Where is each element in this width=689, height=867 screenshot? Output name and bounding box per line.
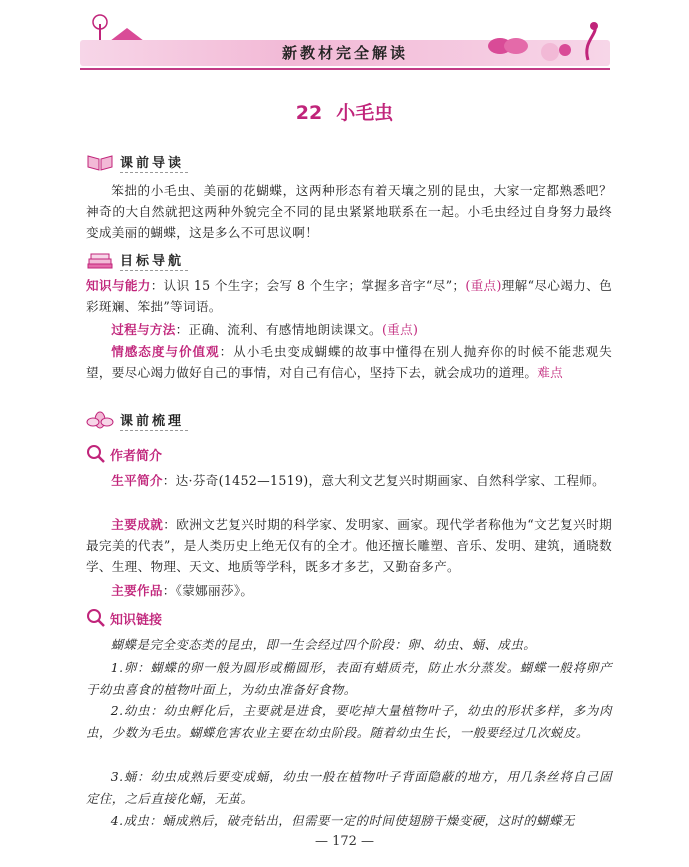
author-works-key: 主要作品 bbox=[111, 583, 163, 598]
goal-knowledge-text2: 理解“尽心竭力、色彩斑斓、笨拙”等词语。 bbox=[86, 278, 612, 314]
goal-process-key: 过程与方法 bbox=[111, 322, 176, 337]
author-bio bbox=[86, 470, 612, 491]
section-review bbox=[86, 408, 188, 432]
author-works bbox=[86, 580, 612, 601]
lotus-icon bbox=[86, 410, 114, 430]
knowledge-heading bbox=[86, 607, 162, 629]
author-achievements-key: 主要成就 bbox=[111, 517, 164, 532]
author-achievements-text: ：欧洲文艺复兴时期的科学家、发明家、画家。现代学者称他为“文艺复兴时期最完美的代表”，是人类历史上绝无仅有的全才。他还擅长雕塑、音乐、发明、建筑，通晓数学、生理、物理、天文、地质等学科，既多才多艺，又勤奋多产。 bbox=[86, 517, 612, 574]
goal-attitude-key: 情感态度与价值观 bbox=[111, 344, 220, 359]
lesson-number: 22 bbox=[295, 102, 323, 124]
goal-knowledge-mark: (重点) bbox=[465, 278, 502, 293]
section-review-label: 课前梳理 bbox=[120, 410, 188, 431]
author-heading-label: 作者简介 bbox=[110, 448, 163, 464]
knowledge-heading-label: 知识链接 bbox=[110, 612, 163, 628]
book-stack-icon bbox=[86, 250, 114, 270]
knowledge-pupa: 3.蛹：幼虫成熟后要变成蛹，幼虫一般在植物叶子背面隐蔽的地方，用几条丝将自己固定住，之后直接化蛹，无茧。 bbox=[86, 769, 612, 806]
header-rule bbox=[80, 68, 610, 70]
section-preview bbox=[86, 150, 188, 174]
goal-knowledge bbox=[86, 275, 612, 317]
author-bio-key: 生平简介 bbox=[111, 473, 163, 488]
open-book-icon bbox=[86, 152, 114, 172]
section-preview-label: 课前导读 bbox=[120, 152, 188, 173]
knowledge-larva: 2.幼虫：幼虫孵化后，主要就是进食，要吃掉大量植物叶子，幼虫的形状多样，多为肉虫，少数为毛虫。蝴蝶危害农业主要在幼虫阶段。随着幼虫生长，一般要经过几次蜕皮。 bbox=[86, 703, 612, 740]
book-brand-title: 新教材完全解读 bbox=[281, 44, 408, 62]
goal-attitude-text: ：从小毛虫变成蝴蝶的故事中懂得在别人抛弃你的时候不能悲观失望，要尽心竭力做好自己的事情，对自己有信心，坚持下去，就会成功的道理。 bbox=[86, 344, 613, 380]
preview-paragraph: 笨拙的小毛虫、美丽的花蝴蝶，这两种形态有着天壤之别的昆虫，大家一定都熟悉吧？神奇的大自然就把这两种外貌完全不同的昆虫紧紧地联系在一起。小毛虫经过自身努力最终变成美丽的蝴蝶，这是多么不可思议啊！ bbox=[86, 183, 612, 240]
page-number: — 172 — bbox=[314, 834, 375, 849]
page-header bbox=[80, 10, 610, 74]
section-goals-label: 目标导航 bbox=[120, 250, 188, 271]
goal-process-mark: (重点) bbox=[381, 322, 419, 337]
goal-attitude-mark: 难点 bbox=[537, 365, 564, 380]
section-goals bbox=[86, 248, 188, 272]
lesson-title bbox=[0, 98, 689, 125]
author-heading bbox=[86, 443, 162, 465]
knowledge-intro: 蝴蝶是完全变态类的昆虫，即一生会经过四个阶段：卵、幼虫、蛹、成虫。 bbox=[110, 637, 537, 652]
butterfly-flower-decoration-icon bbox=[470, 20, 610, 68]
magnifier-icon bbox=[86, 444, 106, 464]
goal-knowledge-text: ：认识 15 个生字；会写 8 个生字；掌握多音字“尽”； bbox=[150, 278, 466, 293]
magnifier-icon bbox=[86, 608, 106, 628]
goal-process-text: ：正确、流利、有感情地朗读课文。 bbox=[175, 322, 382, 337]
knowledge-egg: 1.卵：蝴蝶的卵一般为圆形或椭圆形，表面有蜡质壳，防止水分蒸发。蝴蝶一般将卵产于幼虫喜食的植物叶面上，为幼虫准备好食物。 bbox=[86, 660, 612, 697]
goal-knowledge-key: 知识与能力 bbox=[86, 278, 151, 293]
goal-process bbox=[86, 319, 612, 340]
goal-attitude bbox=[86, 341, 612, 383]
author-bio-text: ：达·芬奇(1452—1519)，意大利文艺复兴时期画家、自然科学家、工程师。 bbox=[162, 473, 606, 488]
author-achievements bbox=[86, 514, 612, 577]
knowledge-adult: 4.成虫：蛹成熟后，破壳钻出，但需要一定的时间使翅膀干燥变硬，这时的蝴蝶无 bbox=[110, 813, 575, 828]
author-works-text: ：《蒙娜丽莎》。 bbox=[162, 583, 254, 598]
lesson-name: 小毛虫 bbox=[336, 102, 394, 124]
